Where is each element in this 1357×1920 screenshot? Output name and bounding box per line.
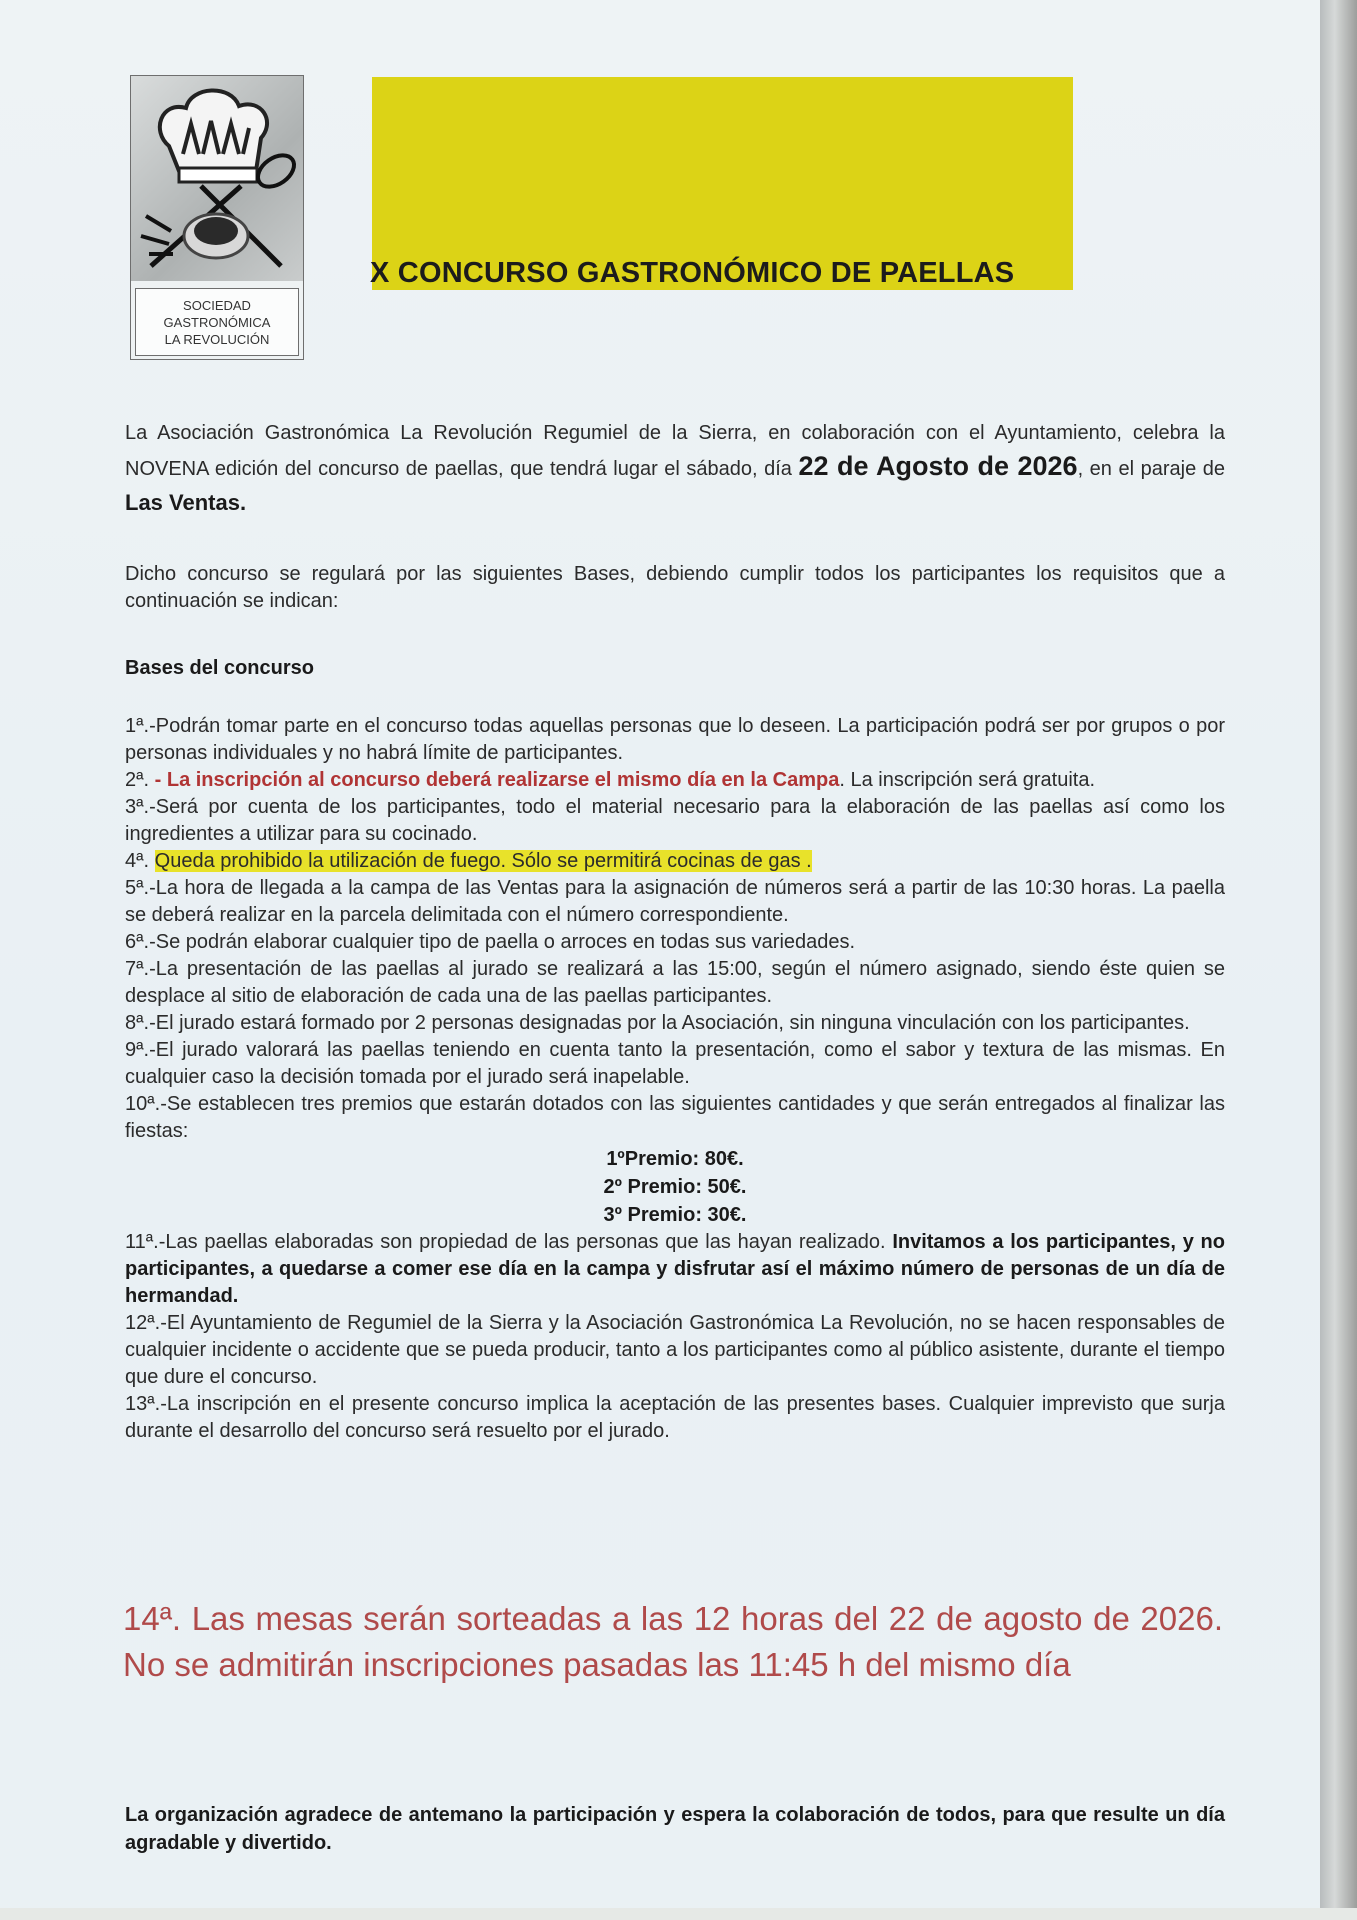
paper-edge-bottom [0, 1908, 1357, 1920]
intro-paragraph [125, 417, 1225, 521]
rule-10: 10ª.-Se establecen tres premios que estarán dotados con las siguientes cantidades y que serán entregados al finalizar las fiestas: [125, 1093, 1225, 1142]
rule-6: 6ª.-Se podrán elaborar cualquier tipo de paella o arroces en todas sus variedades. [125, 931, 856, 953]
rule-1: 1ª.-Podrán tomar parte en el concurso todas aquellas personas que lo deseen. La participación podrá ser por grupos o por personas individuales y no habrá límite de participantes. [125, 715, 1225, 764]
prize-2: 2º Premio: 50€. [603, 1176, 747, 1198]
paper-edge-right [1320, 0, 1357, 1920]
rule-2 [125, 767, 1225, 794]
rules-list [125, 713, 1225, 1445]
closing-note: La organización agradece de antemano la participación y espera la colaboración de todos, para que resulte un día agradable y divertido. [125, 1804, 1225, 1854]
rule-7: 7ª.-La presentación de las paellas al jurado se realizará a las 15:00, según el número asignado, siendo éste quien se desplace al sitio de elaboración de cada una de las paellas participantes. [125, 958, 1225, 1007]
rule-11-text: 11ª.-Las paellas elaboradas son propiedad de las personas que las hayan realizado. [125, 1231, 893, 1253]
event-place: Las Ventas. [125, 490, 247, 515]
rule-2-prefix: 2ª. [125, 769, 155, 791]
logo-line-3: LA REVOLUCIÓN [164, 331, 270, 347]
prize-1: 1ºPremio: 80€. [606, 1148, 744, 1170]
rule-2-rest: . La inscripción será gratuita. [839, 769, 1096, 791]
rule-4-highlight: Queda prohibido la utilización de fuego. Sólo se permitirá cocinas de gas . [154, 850, 812, 872]
rule-14: 14ª. Las mesas serán sorteadas a las 12 horas del 22 de agosto de 2026. No se admitirán inscripciones pasadas las 11:45 h del mismo día [123, 1600, 1223, 1683]
rule-4 [125, 848, 1225, 875]
rule-9: 9ª.-El jurado valorará las paellas teniendo en cuenta tanto la presentación, como el sabor y textura de las mismas. En cualquier caso la decisión tomada por el jurado será inapelable. [125, 1039, 1225, 1088]
prize-3: 3º Premio: 30€. [603, 1204, 747, 1226]
prize-list [125, 1145, 1225, 1229]
rule-4-prefix: 4ª. [125, 850, 155, 872]
rule-11-invitation: Invitamos a los participantes, y no participantes, a quedarse a comer ese día en la campa y disfrutar así el máximo número de personas de un día de hermandad. [125, 1231, 1225, 1307]
page-title: X CONCURSO GASTRONÓMICO DE PAELLAS [370, 257, 1015, 289]
rule-12: 12ª.-El Ayuntamiento de Regumiel de la Sierra y la Asociación Gastronómica La Revolución, no se hacen responsables de cualquier incidente o accidente que se pueda producir, tanto a los participantes como al público asistente, durante el tiempo que dure el concurso. [125, 1312, 1225, 1388]
logo-line-1: SOCIEDAD [183, 297, 251, 313]
intro-text-2: , en el paraje de [1077, 458, 1225, 480]
rule-8: 8ª.-El jurado estará formado por 2 personas designadas por la Asociación, sin ninguna vinculación con los participantes. [125, 1012, 1190, 1034]
rule-5: 5ª.-La hora de llegada a la campa de las Ventas para la asignación de números será a partir de las 10:30 horas. La paella se deberá realizar en la parcela delimitada con el número correspondiente. [125, 877, 1225, 926]
rule-11 [125, 1229, 1225, 1310]
rules-intro-paragraph: Dicho concurso se regulará por las siguientes Bases, debiendo cumplir todos los participantes los requisitos que a continuación se indican: [125, 563, 1225, 612]
society-logo [130, 75, 304, 360]
logo-line-2: GASTRONÓMICA [163, 314, 271, 330]
rule-3: 3ª.-Será por cuenta de los participantes, todo el material necesario para la elaboración de las paellas así como los ingredientes a utilizar para su cocinado. [125, 796, 1225, 845]
event-date: 22 de Agosto de 2026 [798, 451, 1078, 481]
rule-2-red: - La inscripción al concurso deberá realizarse el mismo día en la Campa [154, 769, 840, 791]
bases-heading: Bases del concurso [125, 657, 314, 679]
chef-logo-icon [131, 76, 303, 281]
rule-13: 13ª.-La inscripción en el presente concurso implica la aceptación de las presentes bases. Cualquier imprevisto que surja durante el desarrollo del concurso será resuelto por el jurado. [125, 1393, 1225, 1442]
intro-text-1: La Asociación Gastronómica La Revolución Regumiel de la Sierra, en colaboración con el Ayuntamiento, celebra la NOVENA edición del concurso de paellas, que tendrá lugar el sábado, día [125, 422, 1225, 480]
logo-caption [135, 288, 299, 356]
